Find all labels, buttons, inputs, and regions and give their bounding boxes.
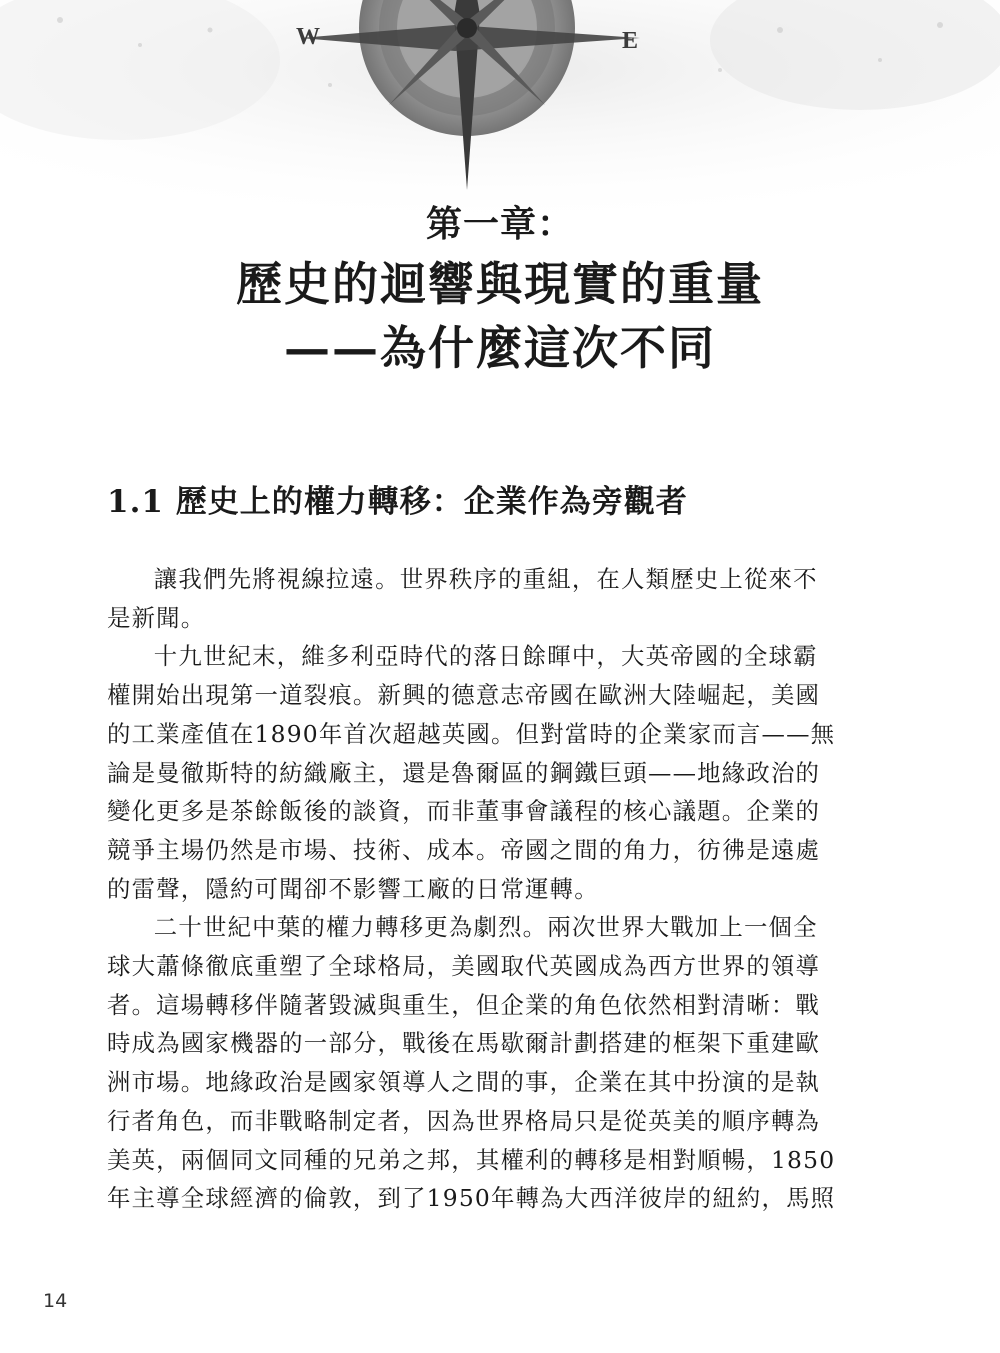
text-line: 論是曼徹斯特的紡織廠主，還是魯爾區的鋼鐵巨頭——地緣政治的	[107, 758, 821, 787]
compass-east-letter: E	[622, 28, 639, 54]
text-line: 的工業產值在1890年首次超越英國。但對當時的企業家而言——無	[107, 719, 836, 748]
text-line: 年主導全球經濟的倫敦，到了1950年轉為大西洋彼岸的紐約，馬照	[107, 1184, 836, 1213]
chapter-label: 第一章：	[425, 203, 574, 245]
paragraph	[107, 560, 849, 637]
text-line: 時成為國家機器的一部分，戰後在馬歇爾計劃搭建的框架下重建歐	[107, 1029, 821, 1058]
text-line: 洲市場。地緣政治是國家領導人之間的事，企業在其中扮演的是執	[107, 1068, 821, 1097]
text-line: 權開始出現第一道裂痕。新興的德意志帝國在歐洲大陸崛起，美國	[107, 681, 821, 710]
section-heading: 1.1 歷史上的權力轉移：企業作為旁觀者	[107, 484, 688, 520]
text-line: 讓我們先將視線拉遠。世界秩序的重組，在人類歷史上從來不	[153, 565, 818, 593]
text-line: 競爭主場仍然是市場、技術、成本。帝國之間的角力，彷彿是遠處	[107, 835, 821, 864]
text-line: 是新聞。	[107, 603, 206, 632]
text-line: 球大蕭條徹底重塑了全球格局，美國取代英國成為西方世界的領導	[107, 952, 821, 981]
chapter-title-line1: 歷史的迴響與現實的重量	[236, 257, 764, 311]
paragraph	[107, 908, 849, 1218]
text-line: 十九世紀末，維多利亞時代的落日餘暉中，大英帝國的全球霸	[153, 642, 818, 671]
text-line: 者。這場轉移伴隨著毀滅與重生，但企業的角色依然相對清晰：戰	[107, 990, 821, 1019]
text-line: 二十世紀中葉的權力轉移更為劇烈。兩次世界大戰加上一個全	[153, 913, 818, 942]
text-line: 的雷聲，隱約可聞卻不影響工廠的日常運轉。	[107, 874, 599, 903]
body-text	[107, 560, 849, 1218]
compass-west-letter: W	[296, 24, 320, 50]
text-line: 美英，兩個同文同種的兄弟之邦，其權利的轉移是相對順暢，1850	[107, 1145, 836, 1174]
text-line: 變化更多是茶餘飯後的談資，而非董事會議程的核心議題。企業的	[107, 797, 821, 826]
text-line: 行者角色，而非戰略制定者，因為世界格局只是從英美的順序轉為	[107, 1106, 821, 1135]
page-number: 14	[43, 1290, 68, 1312]
chapter-title-line2: ——為什麼這次不同	[284, 321, 716, 375]
paragraph	[107, 637, 849, 908]
chapter-heading	[0, 196, 1000, 380]
